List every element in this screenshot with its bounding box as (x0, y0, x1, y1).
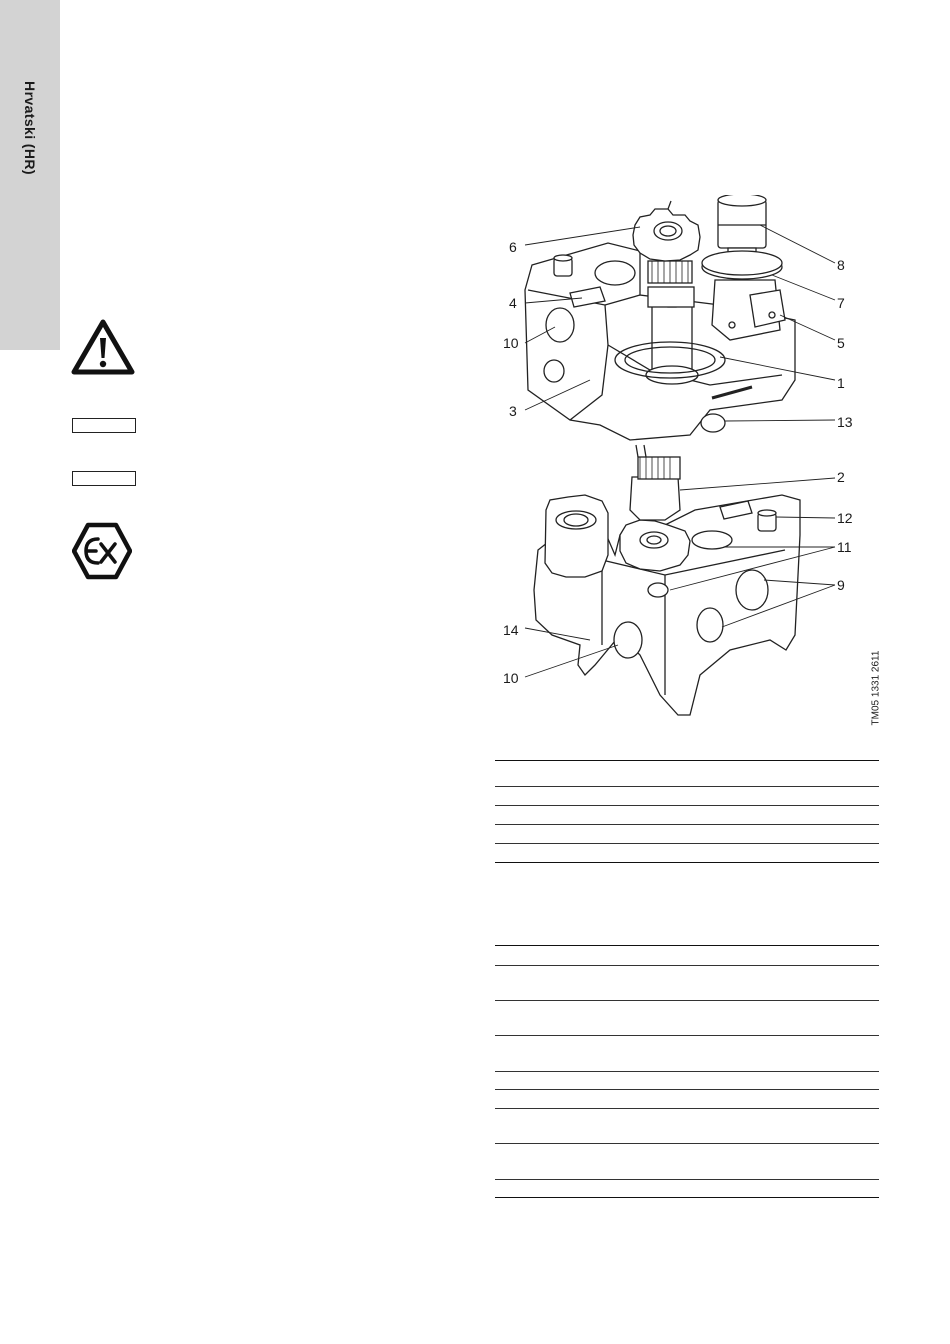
table-rule (495, 1035, 879, 1036)
callout-1: 1 (837, 375, 845, 391)
callout-14: 14 (503, 622, 519, 638)
table-rule (495, 965, 879, 966)
callout-7: 7 (837, 295, 845, 311)
table-rule (495, 786, 879, 787)
table-rule (495, 1000, 879, 1001)
table-rule (495, 1197, 879, 1198)
warning-triangle-icon (70, 318, 136, 381)
callout-2: 2 (837, 469, 845, 485)
table-rule (495, 1143, 879, 1144)
lifting-station-figure (490, 195, 890, 725)
table-rule (495, 760, 879, 761)
table-rule (495, 1071, 879, 1072)
callout-3: 3 (509, 403, 517, 419)
callout-10-bottom: 10 (503, 670, 519, 686)
callout-10-top: 10 (503, 335, 519, 351)
language-side-tab (0, 0, 60, 350)
callout-6: 6 (509, 239, 517, 255)
lifting-station-drawing (490, 195, 890, 725)
table-rule (495, 805, 879, 806)
table-rule (495, 1108, 879, 1109)
table-rule (495, 843, 879, 844)
callout-13: 13 (837, 414, 853, 430)
callout-11: 11 (837, 539, 852, 555)
callout-12: 12 (837, 510, 853, 526)
ex-explosion-protection-icon (72, 522, 132, 585)
table-rule (495, 1089, 879, 1090)
callout-8: 8 (837, 257, 845, 273)
callout-4: 4 (509, 295, 517, 311)
callout-5: 5 (837, 335, 845, 351)
table-rule (495, 862, 879, 863)
caution-label-box (72, 418, 136, 433)
table-rule (495, 1179, 879, 1180)
table-rule (495, 824, 879, 825)
figure-code: TM05 1331 2611 (870, 650, 882, 726)
table-rule (495, 945, 879, 946)
note-label-box (72, 471, 136, 486)
callout-9: 9 (837, 577, 845, 593)
language-tab-label: Hrvatski (HR) (22, 81, 38, 175)
